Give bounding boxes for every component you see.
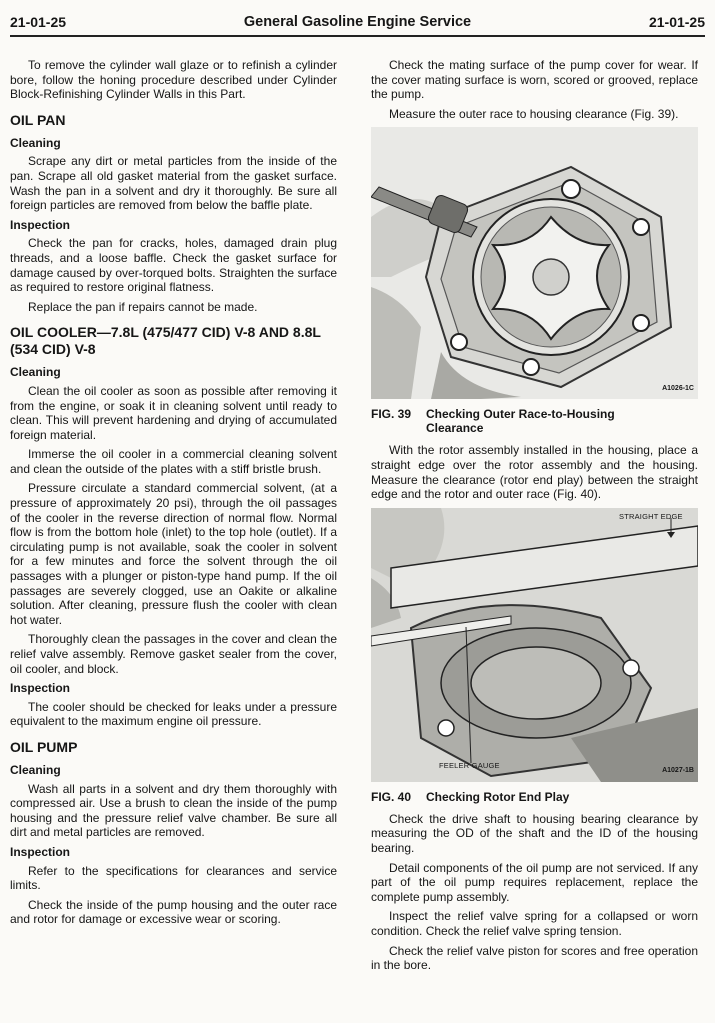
oil-pan-inspection-text-2: Replace the pan if repairs cannot be made. <box>28 299 258 314</box>
page-title: General Gasoline Engine Service <box>243 14 472 30</box>
oil-pump-inspection-heading: Inspection <box>10 844 71 859</box>
oil-pan-inspection-heading: Inspection <box>10 217 71 232</box>
oil-pan-inspection-text-1: Check the pan for cracks, holes, damaged drain plug threads, and a loose baffle. Check the gasket surface for damage caused by over-torqued bolts. Straighten the surface as required to restore original flatness. <box>10 236 337 295</box>
page-number-right: 21-01-25 <box>648 14 705 30</box>
relief-valve-spring-paragraph: Inspect the relief valve spring for a collapsed or worn condition. Check the relief valve spring tension. <box>371 909 698 938</box>
oil-pump-inspection-text-1: Refer to the specifications for clearances and service limits. <box>10 863 337 893</box>
figure-39-caption-line1: Checking Outer Race-to-Housing <box>426 407 615 422</box>
oil-cooler-inspection-heading: Inspection <box>10 681 71 696</box>
oil-cooler-cleaning-heading: Cleaning <box>10 365 61 380</box>
outer-race-paragraph: Measure the outer race to housing clearance (Fig. 39). <box>389 106 679 121</box>
header-rule <box>10 35 705 37</box>
rotor-end-play-paragraph: With the rotor assembly installed in the housing, place a straight edge over the rotor assembly and the housing. Measure the clearance (rotor end play) between the straight edge and the rotor and outer race (Fig. 40). <box>371 443 698 502</box>
oil-cooler-cleaning-text-1: Clean the oil cooler as soon as possible after removing it from the engine, or soak it in cleaning solvent until ready to clean. This will prevent hardening and drying of accumulated foreign material. <box>10 383 337 442</box>
oil-pump-heading: OIL PUMP <box>10 738 78 755</box>
oil-pump-cleaning-heading: Cleaning <box>10 762 61 777</box>
figure-40 <box>371 508 698 782</box>
straight-edge-label: STRAIGHT EDGE <box>619 511 683 521</box>
oil-cooler-cleaning-text-3: Pressure circulate a standard commercial solvent, (at a pressure of approximately 20 psi), through the oil passages of the cooler in the reverse direction of normal flow. Normal flow is from the bottom hole (inlet) to the top hole (outlet). If a circulating pump is not available, soak the cooler in solvent for a few minutes and force the solvent through the oil passages with a plunger or piston-type hand pump. If the oil passages are severely clogged, use an Oakite or alkaline solution. After cleaning, pressure flush the cooler with clean hot water. <box>10 481 337 627</box>
figure-39-code: A1026-1C <box>662 384 694 392</box>
figure-39-number: FIG. 39 <box>371 407 412 422</box>
figure-40-caption-text: Checking Rotor End Play <box>426 789 570 804</box>
page-header <box>10 12 705 34</box>
oil-cooler-cleaning-text-4: Thoroughly clean the passages in the cover and clean the relief valve assembly. Remove gasket sealer from the cover, oil cooler, and block. <box>10 632 337 676</box>
oil-cooler-inspection-text: The cooler should be checked for leaks under a pressure equivalent to the maximum engine oil pressure. <box>10 699 337 729</box>
right-column <box>371 58 698 978</box>
detail-components-paragraph: Detail components of the oil pump are not serviced. If any part of the oil pump requires replacement, replace the complete pump assembly. <box>371 860 698 904</box>
feeler-gauge-label: FEELER GAUGE <box>439 761 500 771</box>
oil-cooler-heading: OIL COOLER—7.8L (475/477 CID) V-8 AND 8.8L (534 CID) V-8 <box>10 324 321 358</box>
figure-39-caption-line2: Clearance <box>426 421 484 436</box>
figure-40-photo <box>371 508 698 782</box>
oil-pan-heading: OIL PAN <box>10 111 66 128</box>
figure-39 <box>371 127 698 399</box>
left-column <box>10 58 337 932</box>
page-number-left: 21-01-25 <box>10 14 67 30</box>
oil-cooler-cleaning-text-2: Immerse the oil cooler in a commercial cleaning solvent and clean the outside of the plates with a stiff bristle brush. <box>10 447 337 476</box>
oil-pump-cleaning-text: Wash all parts in a solvent and dry them thoroughly with compressed air. Use a brush to clean the inside of the pump housing and the pressure relief valve chamber. Be sure all dirt and metal particles are removed. <box>10 781 337 840</box>
oil-pan-cleaning-text: Scrape any dirt or metal particles from the inside of the pan. Scrape all old gasket material from the gasket surface. Wash the pan in a solvent and dry it thoroughly. Be sure all foreign particles are removed from below the baffle plate. <box>10 154 337 213</box>
oil-pump-inspection-text-2: Check the inside of the pump housing and the outer race and rotor for damage or excessive wear or scoring. <box>10 897 337 927</box>
figure-40-code: A1027-1B <box>662 767 694 775</box>
relief-valve-piston-paragraph: Check the relief valve piston for scores and free operation in the bore. <box>371 943 698 973</box>
figure-40-number: FIG. 40 <box>371 789 412 804</box>
figure-39-caption <box>371 407 698 435</box>
figure-39-photo <box>371 127 698 399</box>
oil-pan-cleaning-heading: Cleaning <box>10 135 61 150</box>
figure-40-caption <box>371 790 698 804</box>
pump-cover-paragraph: Check the mating surface of the pump cover for wear. If the cover mating surface is worn, scored or grooved, replace the pump. <box>371 58 698 102</box>
intro-paragraph: To remove the cylinder wall glaze or to refinish a cylinder bore, follow the honing procedure described under Cylinder Block-Refinishing Cylinder Walls in this Part. <box>10 58 337 102</box>
drive-shaft-paragraph: Check the drive shaft to housing bearing clearance by measuring the OD of the shaft and the ID of the housing bearing. <box>371 811 698 855</box>
